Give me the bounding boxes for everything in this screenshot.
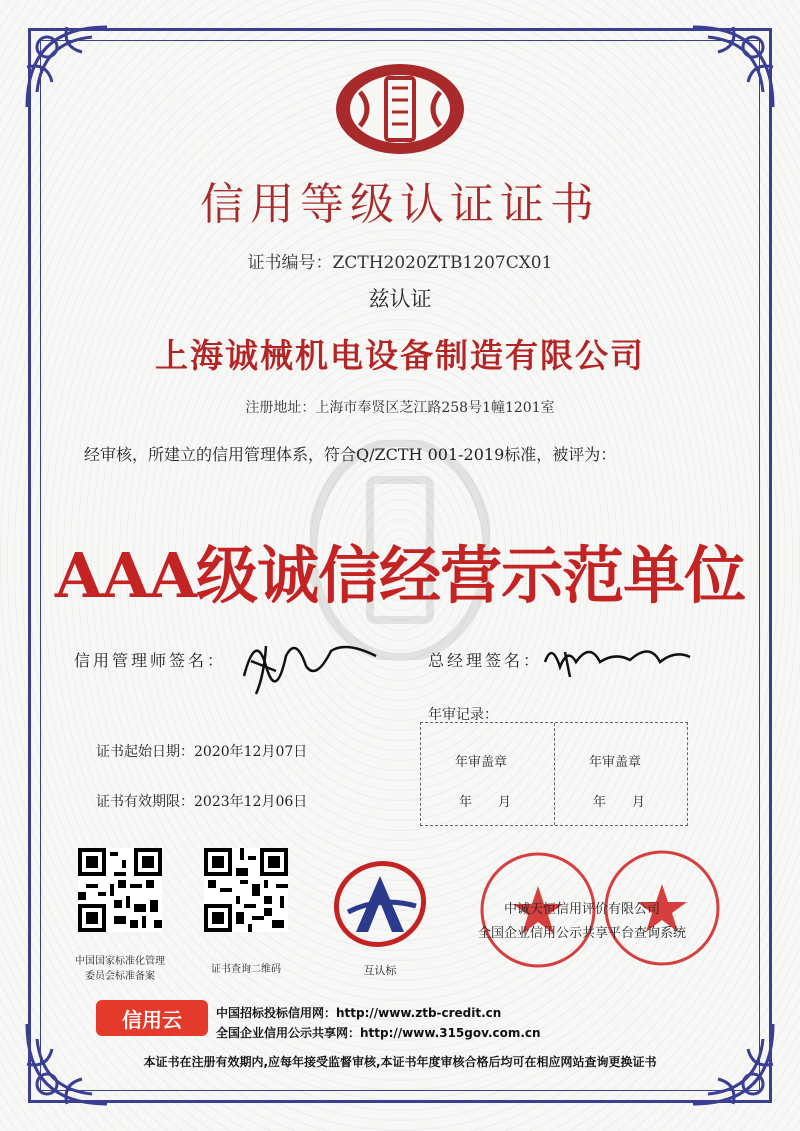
footer-url-1: 中国招标投标信用网：http://www.ztb-credit.cn: [216, 1006, 502, 1020]
audit-cell-1-title: 年审盖章: [455, 755, 508, 770]
query-platform: 全国企业信用公示共享平台查询系统: [478, 926, 687, 941]
credit-cloud-brand: 信用云: [122, 1007, 182, 1032]
credit-manager-signature-label: 信用管理师签名：: [74, 651, 227, 670]
credit-manager-signature: [236, 626, 386, 696]
credit-cloud-logo: [96, 1000, 208, 1036]
standards-qr-code: [78, 848, 162, 932]
certificate-query-qr-code: [204, 848, 288, 932]
certificate-notice: 本证书在注册有效期内,应每年接受监督审核,本证书年度审核合格后均可在相应网站查询更换证书: [143, 1055, 657, 1069]
footer-url-2: 全国企业信用公示共享网：http://www.315gov.com.cn: [216, 1026, 541, 1040]
certificate-start-date: 证书起始日期：2020年12月07日: [96, 744, 308, 760]
certificate-expiry-date: 证书有效期限：2023年12月06日: [96, 794, 308, 810]
corner-ornament-top-left: [22, 22, 112, 112]
certificate-title: 信用等级认证证书: [200, 179, 600, 230]
mutual-recognition-logo: [332, 856, 428, 952]
qr2-caption: 证书查询二维码: [211, 964, 281, 975]
general-manager-signature-label: 总经理签名：: [428, 651, 543, 670]
qr1-caption: [62, 952, 178, 982]
annual-audit-label: 年审记录：: [428, 707, 498, 723]
general-manager-signature: [540, 632, 700, 682]
credit-grade: AAA级诚信经营示范单位: [54, 539, 746, 612]
issuer-emblem-logo: [334, 62, 466, 156]
audit-cell-1-date: 年 月: [459, 795, 512, 810]
qr1-caption-line1: 中国国家标准化管理: [75, 956, 165, 967]
audit-cell-2-title: 年审盖章: [589, 755, 642, 770]
audit-divider: [554, 723, 555, 825]
issuer-organization: 中诚天恒信用评价有限公司: [504, 902, 661, 917]
review-statement: 经审核，所建立的信用管理体系，符合Q/ZCTH 001-2019标准，被评为：: [84, 445, 617, 464]
registered-address: 注册地址：上海市奉贤区芝江路258号1幢1201室: [245, 400, 555, 416]
audit-cell-2-date: 年 月: [593, 795, 646, 810]
qr1-caption-line2: 委员会标准备案: [85, 971, 155, 982]
company-name: 上海诚械机电设备制造有限公司: [155, 336, 645, 375]
corner-ornament-top-right: [688, 22, 778, 112]
attest-label: 兹认证: [368, 287, 432, 311]
mutual-recognition-caption: 互认标: [363, 964, 397, 977]
annual-audit-table: [420, 722, 688, 826]
certificate-number: 证书编号：ZCTH2020ZTB1207CX01: [247, 253, 553, 273]
